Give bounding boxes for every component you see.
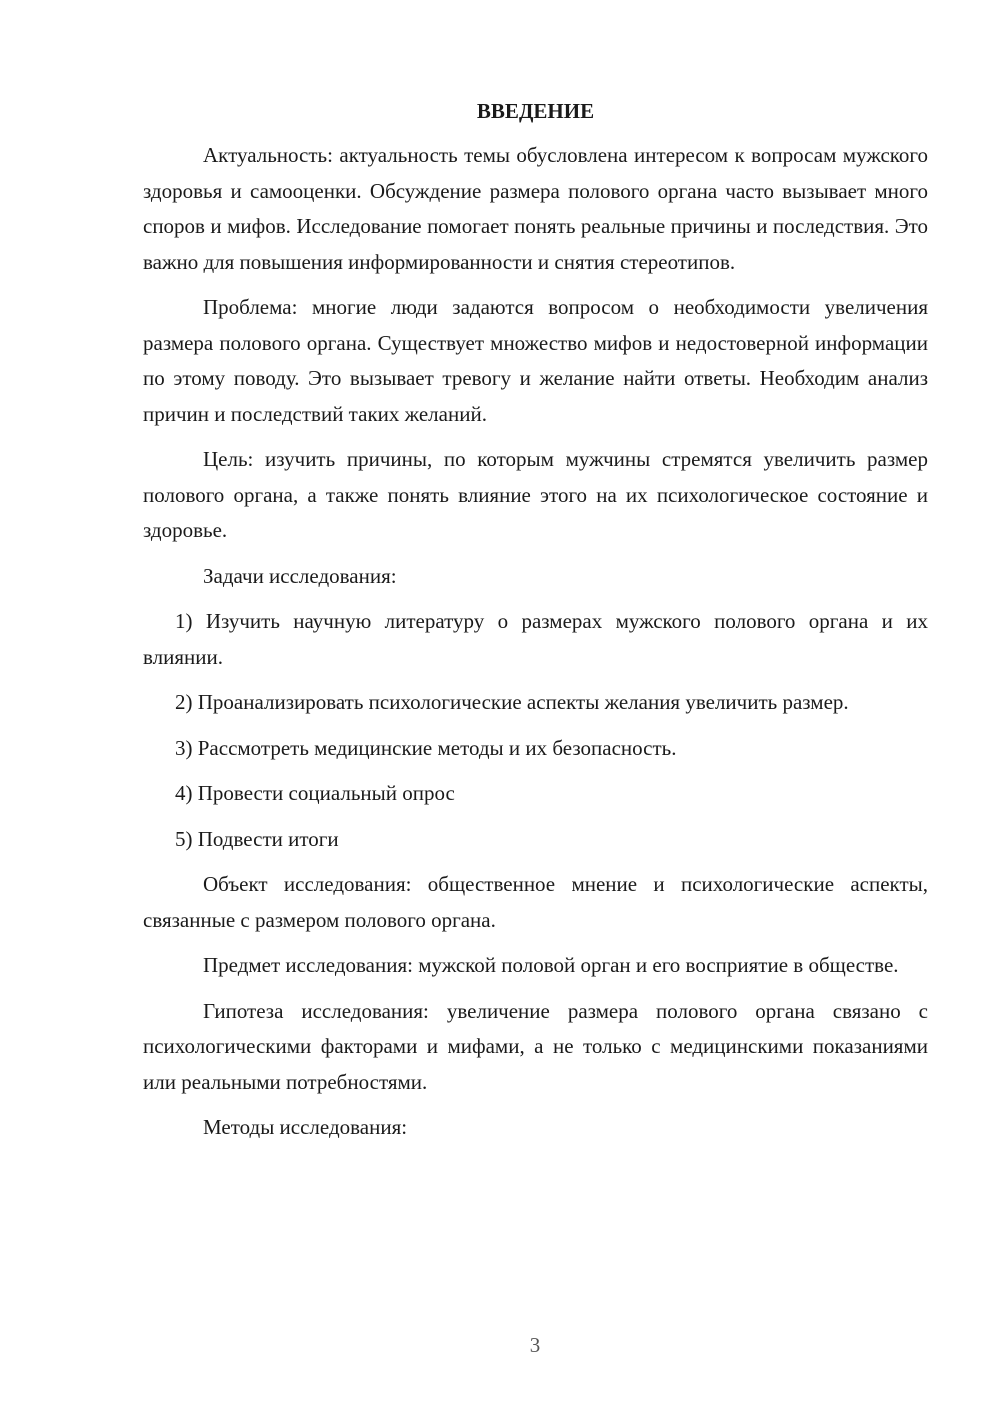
hypothesis-paragraph: Гипотеза исследования: увеличение размера полового органа связано с психологическими факторами и мифами, а не только с медицинскими показаниями или реальными потребностями. [143,998,928,1094]
tasks-heading: Задачи исследования: [203,563,397,588]
document-page [143,96,928,1146]
object-paragraph: Объект исследования: общественное мнение и психологические аспекты, связанные с размером полового органа. [143,872,928,932]
task-item-5: 5) Подвести итоги [175,826,339,851]
methods-heading: Методы исследования: [203,1115,408,1139]
problem-paragraph: Проблема: многие люди задаются вопросом о необходимости увеличения размера полового органа. Существует множество мифов и недостоверной информации по этому поводу. Это вызывает тревогу и желание найти ответы. Необходим анализ причин и последствий таких желаний. [143,295,928,426]
task-item-2: 2) Проанализировать психологические аспекты желания увеличить размер. [175,690,849,714]
task-item-3: 3) Рассмотреть медицинские методы и их безопасность. [175,735,677,760]
task-item-4: 4) Провести социальный опрос [175,781,455,805]
document-title [143,96,928,126]
task-item-1: 1) Изучить научную литературу о размерах мужского полового органа и их влиянии. [143,609,928,669]
page-number: 3 [529,1333,541,1357]
title-text: ВВЕДЕНИЕ [476,99,595,123]
goal-paragraph: Цель: изучить причины, по которым мужчины стремятся увеличить размер полового органа, а также понять влияние этого на их психологическое состояние и здоровье. [143,447,928,542]
subject-paragraph: Предмет исследования: мужской половой орган и его восприятие в обществе. [203,953,899,977]
relevance-paragraph: Актуальность: актуальность темы обусловлена интересом к вопросам мужского здоровья и самооценки. Обсуждение размера полового органа часто вызывает много споров и мифов. Исследование помогает понять реальные причины и последствия. Это важно для повышения информированности и снятия стереотипов. [143,143,928,274]
